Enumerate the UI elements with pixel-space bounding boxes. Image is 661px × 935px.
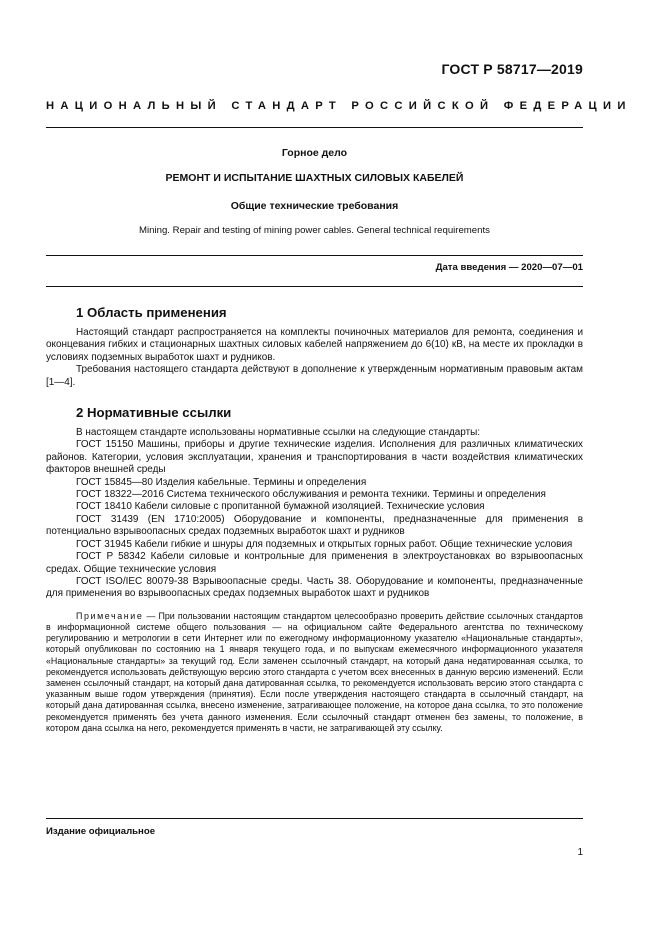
note-block xyxy=(46,611,583,734)
date-rule-bottom xyxy=(46,286,583,287)
reference-item: ГОСТ Р 58342 Кабели силовые и контрольные для применения в электроустановках во взрывоопасных средах. Общие технические условия xyxy=(46,551,583,575)
main-title: РЕМОНТ И ИСПЫТАНИЕ ШАХТНЫХ СИЛОВЫХ КАБЕЛЕЙ xyxy=(165,172,464,184)
date-rule-top xyxy=(46,255,583,256)
document-body xyxy=(46,305,583,734)
section-1-paragraph: Настоящий стандарт распространяется на комплекты починочных материалов для ремонта, соединения и оконцевания гибких и стационарных шахтных силовых кабелей напряжением до 6(10) кВ, на месте их прокладки в условиях подземных выработок шахт и рудников. xyxy=(46,327,583,363)
gost-number: ГОСТ Р 58717—2019 xyxy=(441,61,583,77)
reference-item: ГОСТ 31945 Кабели гибкие и шнуры для подземных и открытых горных работ. Общие технические условия xyxy=(76,538,573,550)
section-1-heading: 1 Область применения xyxy=(76,305,227,320)
page-number: 1 xyxy=(577,847,583,858)
english-title: Mining. Repair and testing of mining power cables. General technical requirements xyxy=(139,225,490,236)
reference-item: ГОСТ ISO/IEC 80079-38 Взрывоопасные среды. Часть 38. Оборудование и компоненты, предназначенные для применения во взрывоопасных средах подземных выработок шахт и рудников xyxy=(46,575,583,600)
reference-item: ГОСТ 18410 Кабели силовые с пропитанной бумажной изоляцией. Технические условия xyxy=(76,501,485,513)
section-1-paragraph: Требования настоящего стандарта действуют в дополнение к утвержденным нормативным правовым актам [1—4]. xyxy=(46,364,583,388)
footer-rule xyxy=(46,818,583,819)
note-label: Примечание xyxy=(76,610,144,621)
header-rule xyxy=(46,127,583,128)
note-text: — При пользовании настоящим стандартом целесообразно проверить действие ссылочных стандартов в информационной системе общего пользования — на официальном сайте Федерального агентства по техническому регулированию и метрологии в сети Интернет или по ежегодному информационному указателю «Национальные стандарты», который опубликован по состоянию на 1 января текущего года, и по выпускам ежемесячного информационного указателя «Национальные стандарты» за текущий год. Если заменен ссылочный стандарт, на который дана недатированная ссылка, то рекомендуется использовать действующую версию этого стандарта с учетом всех внесенных в данную версию изменений. Если заменен ссылочный стандарт, на который дана датированная ссылка, то рекомендуется использовать версию этого стандарта с указанным выше годом утверждения (принятия). Если после утверждения настоящего стандарта в ссылочный стандарт, на который дана датированная ссылка, внесено изменение, затрагивающее положение, на которое дана ссылка, то это положение рекомендуется применять без учета данного изменения. Если ссылочный стандарт отменен без замены, то положение, в котором дана ссылка на него, рекомендуется применять в части, не затрагивающей эту ссылку. xyxy=(46,610,583,733)
reference-item: ГОСТ 31439 (EN 1710:2005) Оборудование и компоненты, предназначенные для применения в потенциально взрывоопасных средах подземных выработок шахт и рудников xyxy=(46,513,583,538)
domain-title: Горное дело xyxy=(281,147,348,159)
section-2-intro: В настоящем стандарте использованы нормативные ссылки на следующие стандарты: xyxy=(76,427,481,439)
reference-item: ГОСТ 15845—80 Изделия кабельные. Термины и определения xyxy=(76,476,367,488)
edition-label: Издание официальное xyxy=(46,826,156,837)
introduction-date: Дата введения — 2020—07—01 xyxy=(435,262,583,273)
subtitle: Общие технические требования xyxy=(230,200,399,212)
national-standard-banner: НАЦИОНАЛЬНЫЙ СТАНДАРТ РОССИЙСКОЙ ФЕДЕРАЦИИ xyxy=(46,100,632,112)
reference-item: ГОСТ 15150 Машины, приборы и другие технические изделия. Исполнения для различных климатических районов. Категории, условия эксплуатации, хранения и транспортирования в части воздействия климатических факторов внешней среды xyxy=(46,439,583,476)
section-2-heading: 2 Нормативные ссылки xyxy=(76,405,232,421)
reference-item: ГОСТ 18322—2016 Система технического обслуживания и ремонта техники. Термины и определения xyxy=(76,489,546,501)
